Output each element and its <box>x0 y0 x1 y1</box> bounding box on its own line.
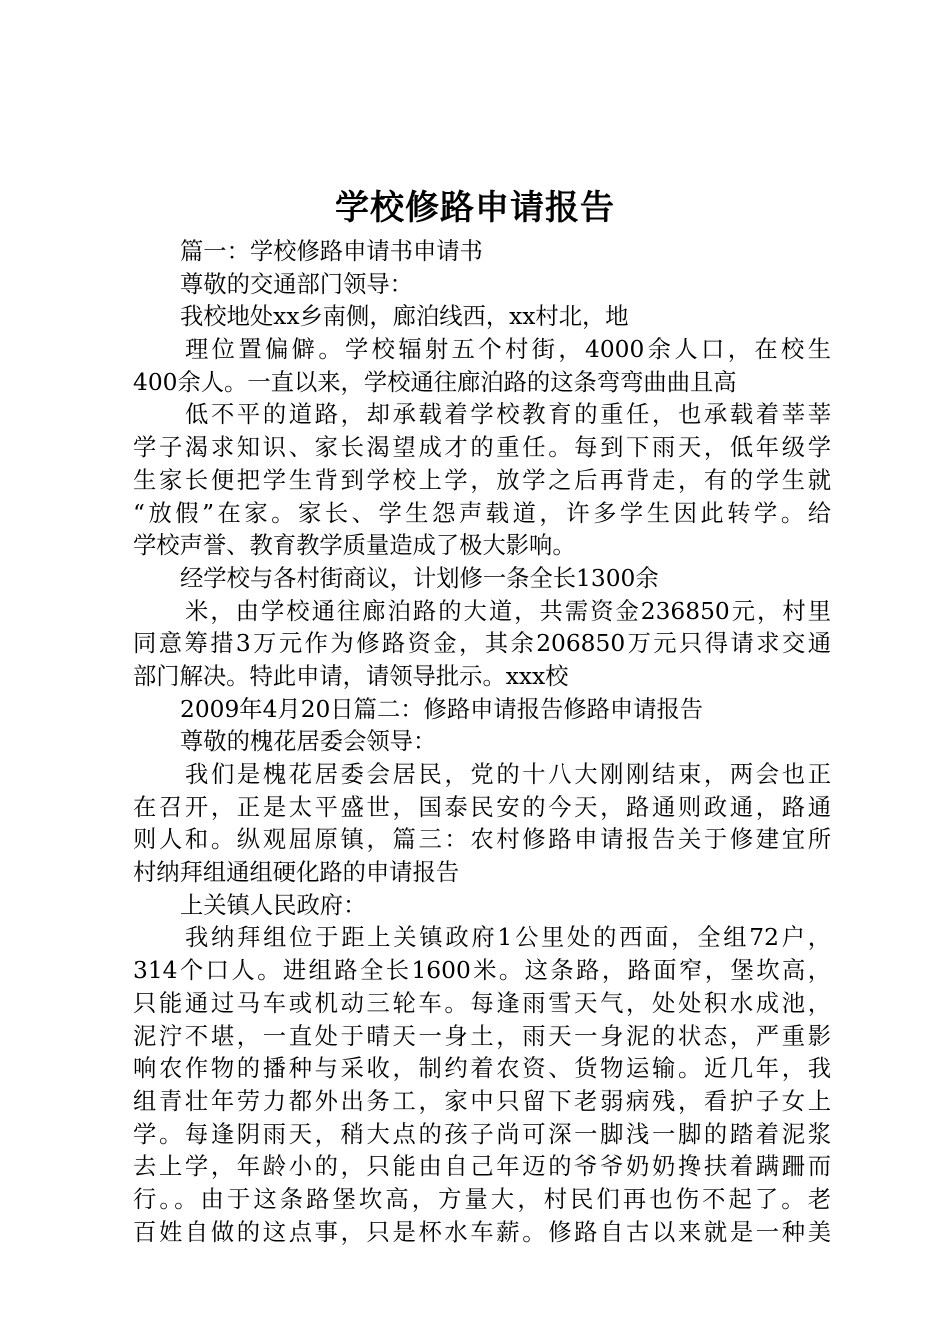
paragraph-line: 同意筹措3万元作为修路资金，其余206850万元只得请求交通 <box>133 630 831 658</box>
paragraph-line: 泥泞不堪，一直处于晴天一身土，雨天一身泥的状态，严重影 <box>133 1022 831 1050</box>
salutation-1: 尊敬的交通部门领导： <box>180 270 413 298</box>
paragraph-line: 在召开，正是太平盛世，国泰民安的今天，路通则政通，路通 <box>133 793 831 821</box>
paragraph-line: 去上学，年龄小的，只能由自己年迈的爷爷奶奶搀扶着蹒跚而 <box>133 1153 831 1181</box>
paragraph-line: 学子渴求知识、家长渴望成才的重任。每到下雨天，低年级学 <box>133 434 831 462</box>
paragraph-line: 理位置偏僻。学校辐射五个村街，4000余人口，在校生 <box>185 336 831 364</box>
paragraph-line: 部门解决。特此申请，请领导批示。xxx校 <box>133 662 569 690</box>
paragraph-line: 低不平的道路，却承载着学校教育的重任，也承载着莘莘 <box>185 401 831 429</box>
salutation-2: 尊敬的槐花居委会领导： <box>180 728 437 756</box>
paragraph-line: 我校地处xx乡南侧，廊泊线西，xx村北，地 <box>180 303 629 331</box>
paragraph-line: 组青壮年劳力都外出务工，家中只留下老弱病残，看护子女上 <box>133 1087 831 1115</box>
salutation-3: 上关镇人民政府： <box>180 891 367 919</box>
paragraph-line: 村纳拜组通组硬化路的申请报告 <box>133 859 460 887</box>
document-title: 学校修路申请报告 <box>335 188 615 228</box>
paragraph-line: 经学校与各村街商议，计划修一条全长1300余 <box>180 564 659 592</box>
paragraph-line: 我纳拜组位于距上关镇政府1公里处的西面，全组72户， <box>185 924 831 952</box>
paragraph-line: 只能通过马车或机动三轮车。每逢雨雪天气，处处积水成池， <box>133 989 831 1017</box>
paragraph-line: 我们是槐花居委会居民，党的十八大刚刚结束，两会也正 <box>185 761 831 788</box>
paragraph-line: 则人和。纵观屈原镇，篇三：农村修路申请报告关于修建宜所 <box>133 826 831 854</box>
paragraph-line: 400余人。一直以来，学校通往廊泊路的这条弯弯曲曲且高 <box>133 368 737 396</box>
paragraph-line: 百姓自做的这点事，只是杯水车薪。修路自古以来就是一种美 <box>133 1218 831 1246</box>
paragraph-line: “放假”在家。家长、学生怨声载道，许多学生因此转学。给 <box>133 499 831 527</box>
date-and-section-heading-2: 2009年4月20日篇二：修路申请报告修路申请报告 <box>180 695 704 723</box>
paragraph-line: 314个口人。进组路全长1600米。这条路，路面窄，堡坎高， <box>133 957 831 985</box>
section-heading-1: 篇一：学校修路申请书申请书 <box>180 238 483 265</box>
paragraph-line: 行。。由于这条路堡坎高，方量大，村民们再也伤不起了。老 <box>133 1185 831 1213</box>
paragraph-line: 学校声誉、教育教学质量造成了极大影响。 <box>133 532 576 560</box>
paragraph-line: 米，由学校通往廊泊路的大道，共需资金236850元，村里 <box>185 597 831 625</box>
paragraph-line: 学。每逢阴雨天，稍大点的孩子尚可深一脚浅一脚的踏着泥浆 <box>133 1120 831 1148</box>
paragraph-line: 响农作物的播种与采收，制约着农资、货物运输。近几年，我 <box>133 1055 831 1083</box>
paragraph-line: 生家长便把学生背到学校上学，放学之后再背走，有的学生就 <box>133 466 831 494</box>
document-body <box>133 236 831 1249</box>
